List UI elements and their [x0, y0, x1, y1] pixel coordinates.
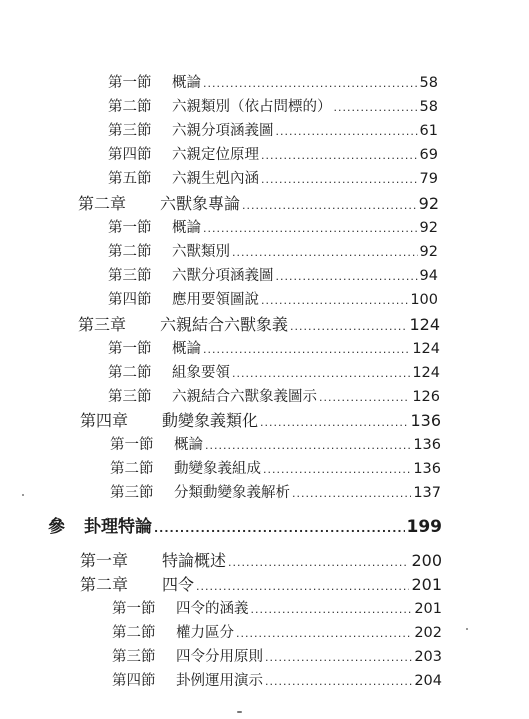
dot-leader — [276, 266, 418, 288]
page-number: 201 — [411, 575, 442, 594]
page-number: 100 — [410, 292, 438, 308]
toc-entry-section — [112, 598, 442, 621]
section-title: 六親類別（依占問標的） — [172, 99, 332, 115]
section-number: 第四節 — [108, 147, 152, 163]
section-number: 第一節 — [108, 75, 152, 91]
section-title: 卦例運用演示 — [176, 673, 263, 689]
page-number: 126 — [412, 389, 440, 405]
section-title: 六獸類別 — [172, 244, 230, 260]
section-number: 第一節 — [110, 437, 154, 453]
section-title: 六獸分項涵義圖 — [172, 268, 274, 284]
scan-speck — [237, 711, 242, 713]
section-title: 概論 — [172, 75, 201, 91]
toc-entry-section — [108, 120, 438, 143]
section-title: 權力區分 — [176, 625, 234, 641]
page-number: 58 — [419, 99, 438, 115]
dot-leader — [260, 412, 408, 434]
dot-leader — [242, 195, 417, 217]
section-title: 組象要領 — [172, 365, 230, 381]
toc-entry-part — [48, 516, 442, 540]
dot-leader — [292, 483, 411, 505]
page-number: 137 — [413, 485, 441, 501]
page-number: 124 — [409, 315, 440, 334]
page-number: 92 — [418, 194, 439, 213]
toc-entry-section — [108, 386, 440, 409]
section-number: 第四節 — [108, 292, 152, 308]
dot-leader — [319, 387, 410, 409]
page-number: 201 — [414, 601, 442, 617]
section-title: 應用要領圖說 — [172, 292, 259, 308]
page-number: 92 — [419, 244, 438, 260]
chapter-number: 第二章 — [80, 575, 129, 594]
section-number: 第四節 — [112, 673, 156, 689]
page-number: 58 — [419, 75, 438, 91]
toc-entry-section — [110, 458, 441, 481]
chapter-title: 特論概述 — [162, 551, 227, 570]
dot-leader — [205, 435, 411, 457]
section-number: 第三節 — [112, 649, 156, 665]
chapter-title: 四令 — [162, 575, 195, 594]
dot-leader — [154, 518, 405, 540]
chapter-title: 六親結合六獸象義 — [160, 315, 289, 334]
section-number: 第二節 — [110, 461, 154, 477]
part-title: 卦理特論 — [84, 517, 152, 537]
section-number: 第二節 — [108, 365, 152, 381]
page-number: 94 — [419, 268, 438, 284]
toc-entry-chapter — [78, 193, 439, 217]
toc-entry-chapter — [78, 314, 440, 338]
chapter-number: 第一章 — [80, 551, 129, 570]
toc-entry-section — [108, 144, 438, 167]
dot-leader — [232, 242, 418, 264]
section-title: 六親生剋內涵 — [172, 171, 259, 187]
page-number: 69 — [419, 147, 438, 163]
page-number: 136 — [413, 461, 441, 477]
section-title: 四令的涵義 — [176, 601, 249, 617]
dot-leader — [263, 459, 411, 481]
toc-entry-section — [112, 670, 442, 693]
scan-speck — [466, 628, 468, 630]
toc-entry-chapter — [80, 574, 442, 598]
chapter-title: 動變象義類化 — [162, 411, 259, 430]
page-number: 61 — [419, 123, 438, 139]
dot-leader — [261, 145, 418, 167]
page-number: 200 — [411, 551, 442, 570]
toc-entry-section — [110, 482, 441, 505]
page-number: 136 — [410, 411, 441, 430]
page-number: 92 — [419, 220, 438, 236]
toc-entry-section — [108, 265, 438, 288]
dot-leader — [261, 169, 418, 191]
page-number: 203 — [414, 649, 442, 665]
toc-entry-chapter — [80, 410, 441, 434]
page-number: 199 — [406, 517, 442, 537]
section-number: 第五節 — [108, 171, 152, 187]
dot-leader — [203, 339, 410, 361]
toc-entry-section — [108, 168, 438, 191]
dot-leader — [290, 316, 407, 338]
page-number: 204 — [414, 673, 442, 689]
section-title: 概論 — [172, 220, 201, 236]
chapter-number: 第三章 — [78, 315, 127, 334]
toc-entry-section — [110, 434, 441, 457]
section-title: 六親結合六獸象義圖示 — [172, 389, 317, 405]
section-number: 第三節 — [108, 389, 152, 405]
dot-leader — [251, 599, 413, 621]
dot-leader — [261, 290, 408, 312]
page-number: 124 — [412, 341, 440, 357]
toc-entry-section — [112, 646, 442, 669]
part-number: 參 — [48, 517, 65, 537]
section-title: 六親定位原理 — [172, 147, 259, 163]
section-title: 概論 — [174, 437, 203, 453]
dot-leader — [276, 121, 418, 143]
chapter-title: 六獸象專論 — [160, 194, 241, 213]
dot-leader — [203, 73, 418, 95]
section-number: 第三節 — [108, 123, 152, 139]
page-number: 136 — [413, 437, 441, 453]
page-number: 202 — [414, 625, 442, 641]
scan-speck — [22, 494, 24, 496]
chapter-number: 第四章 — [80, 411, 129, 430]
section-number: 第一節 — [108, 220, 152, 236]
dot-leader — [228, 552, 409, 574]
section-number: 第三節 — [110, 485, 154, 501]
section-number: 第一節 — [112, 601, 156, 617]
dot-leader — [265, 647, 412, 669]
section-number: 第二節 — [108, 99, 152, 115]
toc-entry-section — [108, 289, 438, 312]
toc-entry-section — [108, 217, 438, 240]
dot-leader — [196, 576, 409, 598]
dot-leader — [232, 363, 410, 385]
toc-entry-chapter — [80, 550, 442, 574]
page-number: 124 — [412, 365, 440, 381]
section-number: 第三節 — [108, 268, 152, 284]
section-number: 第二節 — [108, 244, 152, 260]
section-title: 四令分用原則 — [176, 649, 263, 665]
section-title: 動變象義組成 — [174, 461, 261, 477]
section-title: 六親分項涵義圖 — [172, 123, 274, 139]
section-number: 第二節 — [112, 625, 156, 641]
dot-leader — [236, 623, 412, 645]
dot-leader — [203, 218, 418, 240]
dot-leader — [334, 97, 418, 119]
section-title: 概論 — [172, 341, 201, 357]
toc-entry-section — [108, 362, 440, 385]
section-title: 分類動變象義解析 — [174, 485, 290, 501]
toc-entry-section — [108, 241, 438, 264]
toc-entry-section — [108, 72, 438, 95]
chapter-number: 第二章 — [78, 194, 127, 213]
dot-leader — [265, 671, 412, 693]
toc-entry-section — [108, 338, 440, 361]
page-number: 79 — [419, 171, 438, 187]
toc-entry-section — [108, 96, 438, 119]
section-number: 第一節 — [108, 341, 152, 357]
toc-entry-section — [112, 622, 442, 645]
